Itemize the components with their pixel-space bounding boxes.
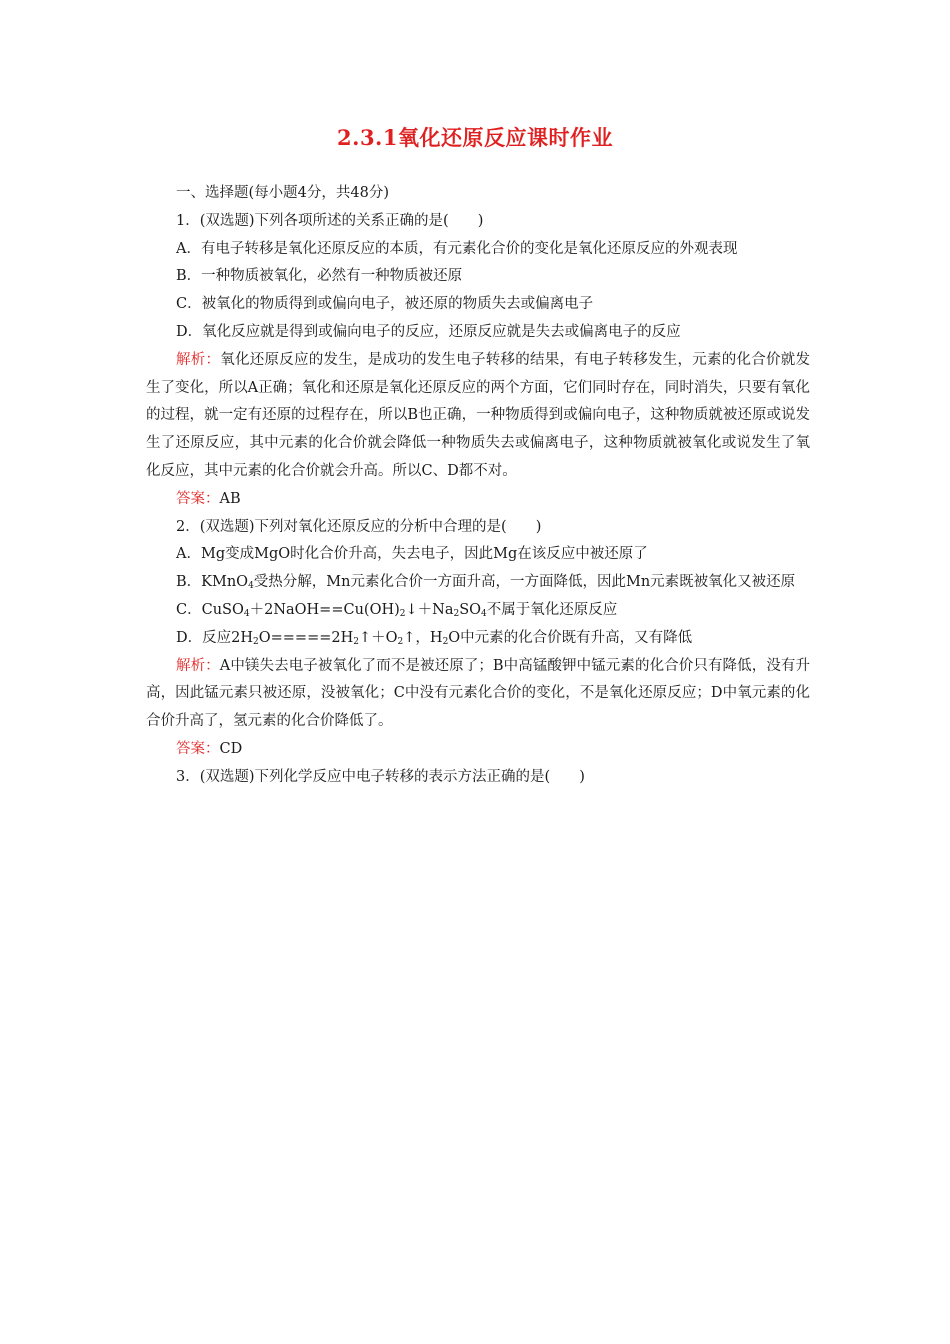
q2-option-c [146, 597, 810, 625]
answer-label: 答案： [176, 740, 220, 757]
q2-b-text-2: 受热分解，Mn元素化合价一方面升高，一方面降低，因此Mn元素既被氧化又被还原 [253, 574, 796, 591]
q2-d-text-1: D．反应2H [176, 629, 253, 646]
q2-c-sub-4: 4 [481, 608, 487, 619]
q2-d-sub-2: 2 [353, 636, 359, 647]
q2-option-b [146, 569, 810, 597]
q2-c-sub-1: 4 [243, 608, 250, 619]
q1-option-c: C．被氧化的物质得到或偏向电子，被还原的物质失去或偏离电子 [176, 296, 594, 313]
q2-c-text-5: 不属于氧化还原反应 [486, 601, 618, 618]
q2-analysis [146, 653, 810, 736]
q1-analysis-text: 氧化还原反应的发生，是成功的发生电子转移的结果，有电子转移发生，元素的化合价就发生了变化，所以A正确；氧化和还原是氧化还原反应的两个方面，它们同时存在，同时消失，只要有氧化的过程，就一定有还原的过程存在，所以B也正确，一种物质得到或偏向电子，这种物质就被还原或说发生了还原反应，其中元素的化合价就会降低一种物质失去或偏离电子，这种物质就被氧化或说发生了氧化反应，其中元素的化合价就会升高。所以C、D都不对。 [146, 351, 810, 479]
q1-stem: 1．(双选题)下列各项所述的关系正确的是( ) [176, 212, 484, 229]
q2-option-d [146, 625, 810, 653]
analysis-label: 解析： [176, 351, 221, 368]
q1-option-a: A．有电子转移是氧化还原反应的本质，有元素化合价的变化是氧化还原反应的外观表现 [176, 240, 738, 257]
answer-label: 答案： [176, 490, 220, 507]
q1-analysis [146, 347, 810, 486]
q1-option-b: B．一种物质被氧化，必然有一种物质被还原 [176, 268, 463, 285]
section-heading: 一、选择题(每小题4分，共48分) [176, 185, 389, 201]
q2-d-sub-3: 2 [397, 636, 404, 647]
q2-d-sub-4: 2 [442, 636, 449, 647]
q2-stem: 2．(双选题)下列对氧化还原反应的分析中合理的是( ) [176, 518, 542, 535]
q1-answer [146, 486, 810, 514]
q2-c-sub-2: 2 [399, 608, 406, 619]
q2-d-text-2: O=====2H [258, 629, 354, 646]
q2-c-text-3: ↓＋Na [405, 601, 454, 618]
q2-d-text-4: ↑，H [403, 629, 443, 646]
q2-option-a: A．Mg变成MgO时化合价升高，失去电子，因此Mg在该反应中被还原了 [176, 546, 648, 563]
q2-analysis-text: A中镁失去电子被氧化了而不是被还原了；B中高锰酸钾中锰元素的化合价只有降低，没有升高，因此锰元素只被还原，没被氧化；C中没有元素化合价的变化，不是氧化还原反应；D中氧元素的化合价升高了，氢元素的化合价降低了。 [146, 657, 811, 730]
q1-answer-text: AB [219, 490, 241, 507]
q2-c-sub-3: 2 [453, 608, 460, 619]
q2-b-sub-1: 4 [248, 581, 254, 592]
q2-c-text-2: ＋2NaOH==Cu(OH) [249, 601, 400, 618]
q2-c-text-4: SO [459, 601, 482, 618]
analysis-label: 解析： [176, 657, 220, 674]
document-title: 2.3.1氧化还原反应课时作业 [337, 125, 613, 150]
q2-answer [146, 736, 810, 764]
q1-option-d: D．氧化反应就是得到或偏向电子的反应，还原反应就是失去或偏离电子的反应 [176, 323, 681, 340]
q2-answer-text: CD [219, 740, 243, 757]
q2-c-text-1: C．CuSO [176, 601, 244, 618]
q2-d-text-3: ↑＋O [358, 629, 398, 646]
q2-b-text-1: B．KMnO [176, 574, 249, 591]
q2-d-sub-1: 2 [253, 636, 259, 647]
q3-stem: 3．(双选题)下列化学反应中电子转移的表示方法正确的是( ) [176, 768, 585, 785]
q2-d-text-5: O中元素的化合价既有升高，又有降低 [448, 629, 693, 646]
document-body [146, 180, 810, 792]
